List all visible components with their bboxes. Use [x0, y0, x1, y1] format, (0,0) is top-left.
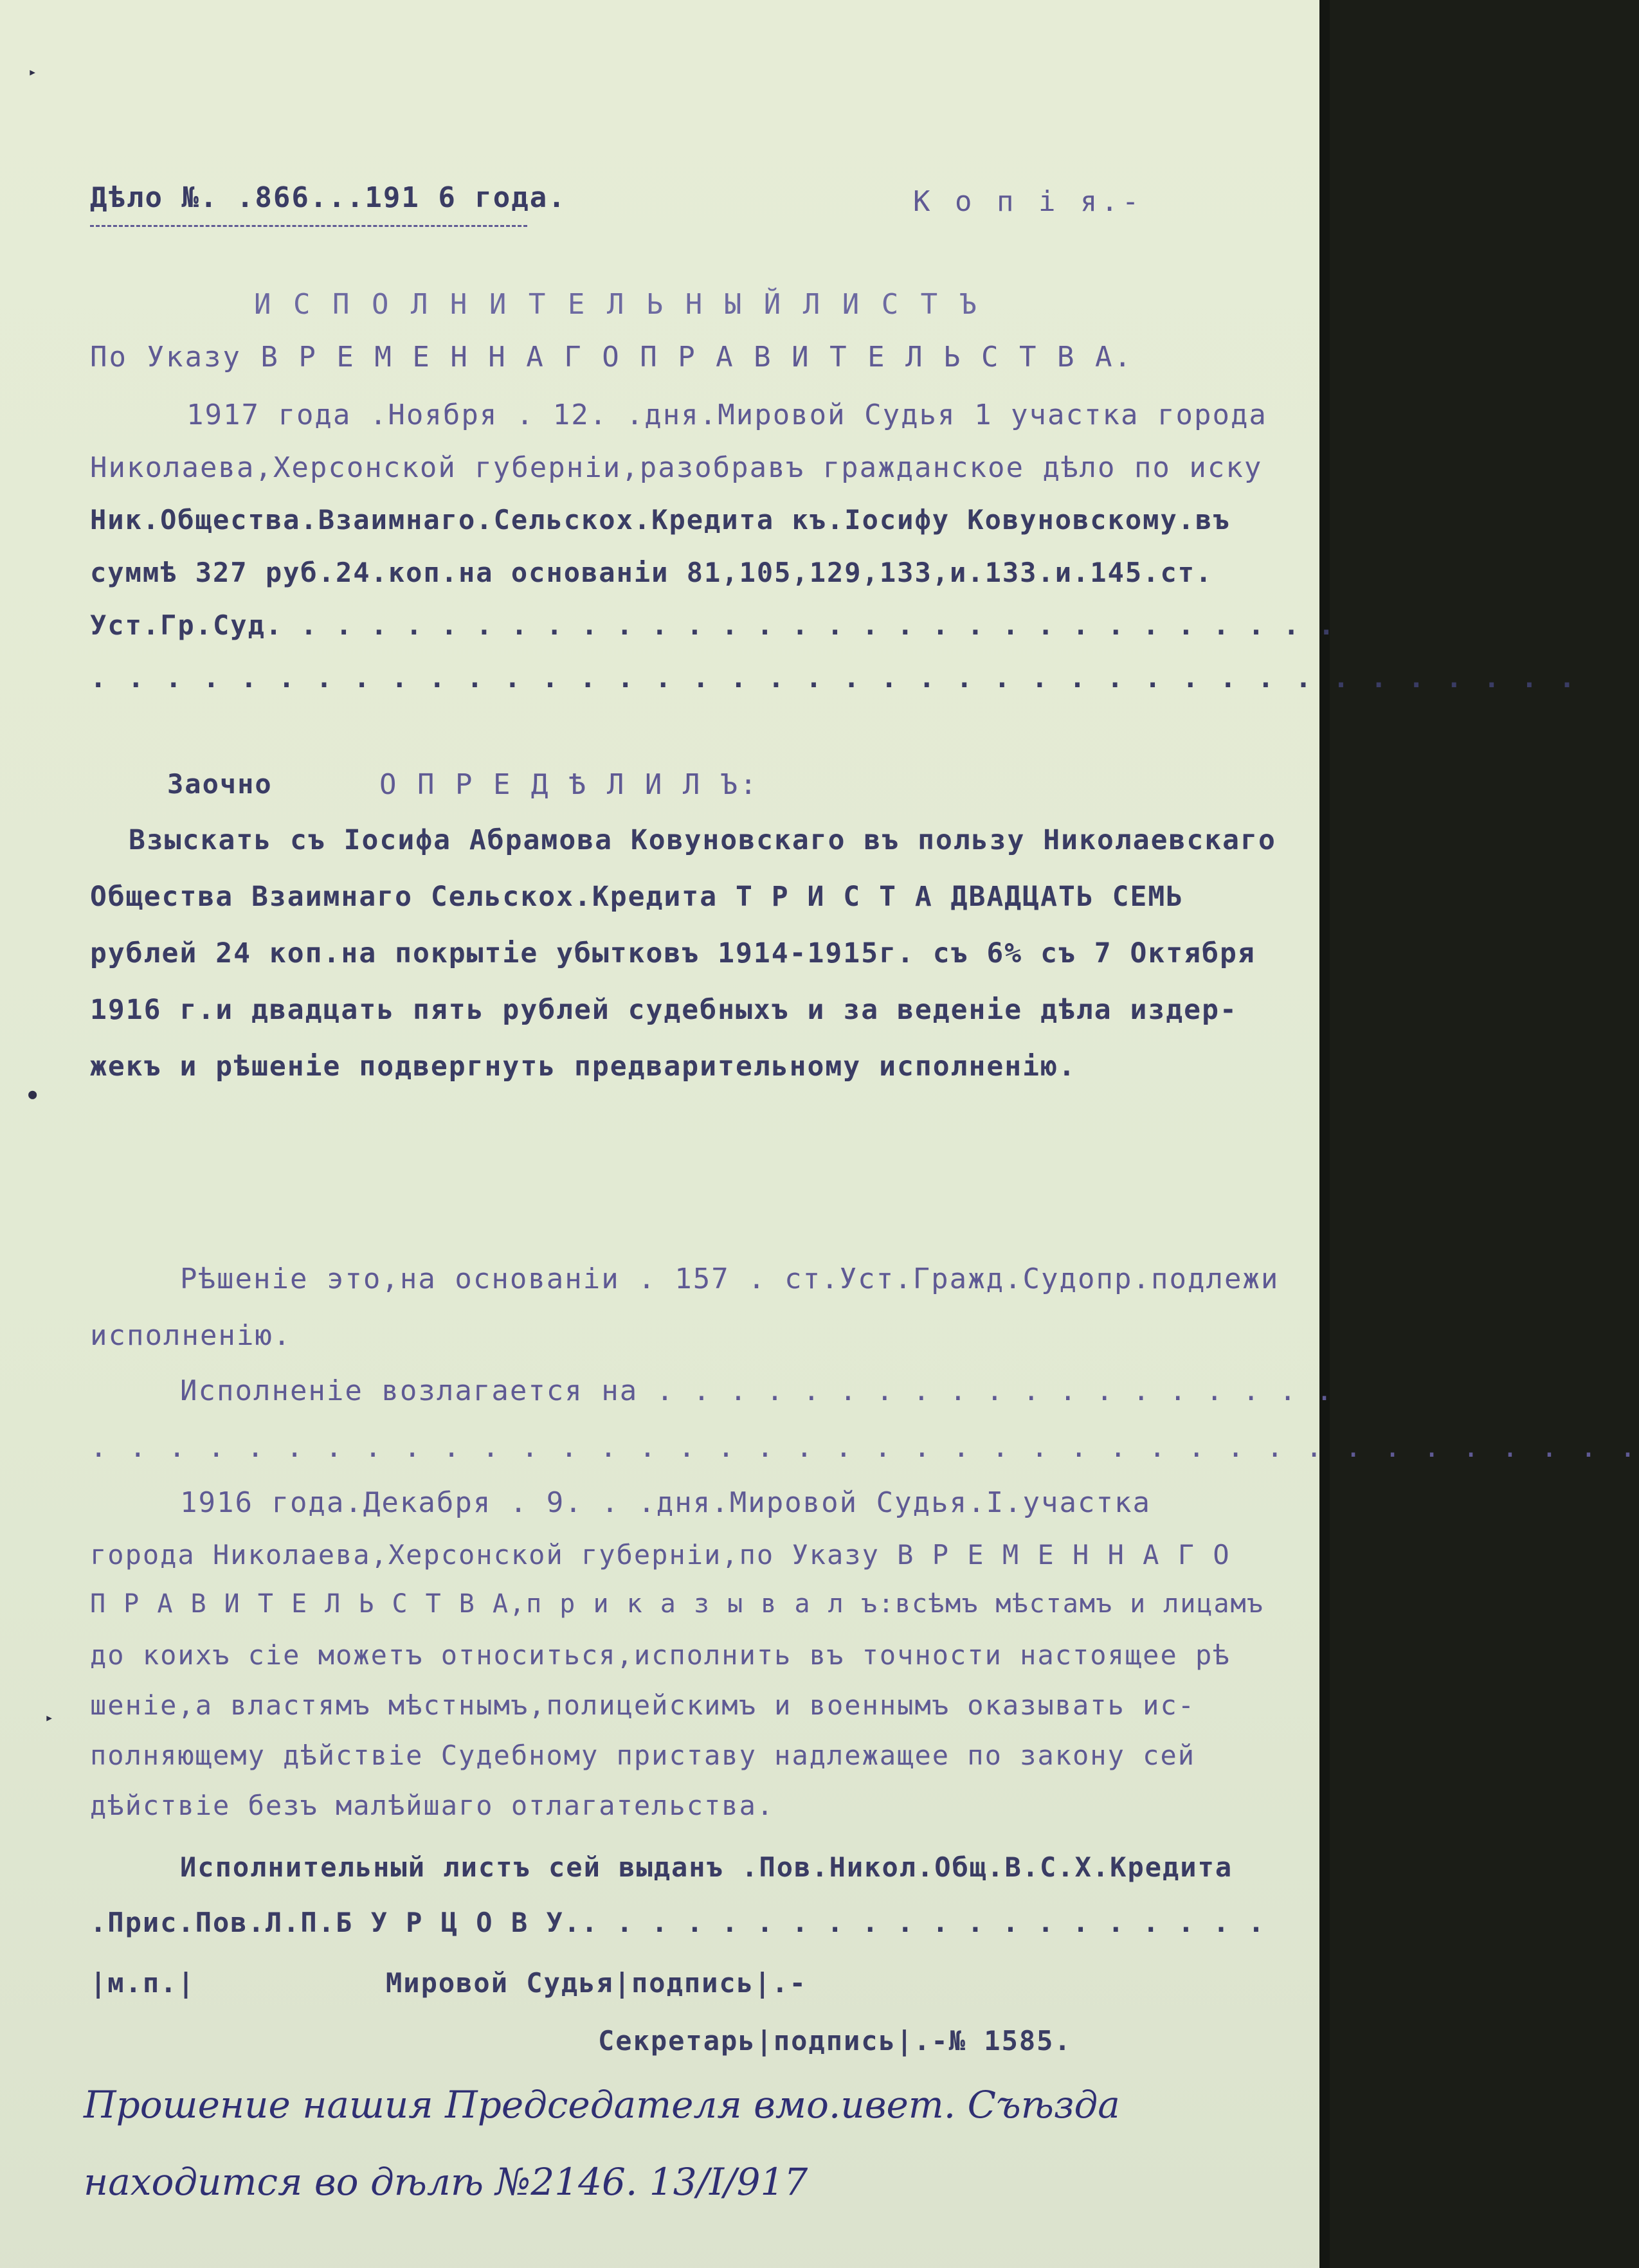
margin-mark: ▸ — [28, 64, 37, 80]
preamble-line: Николаева,Херсонской губерніи,разобравъ гражданское дѣло по иску — [90, 451, 1263, 484]
handwritten-note-line: Прошение нашия Председателя вмо.ивет. Съѣзда — [84, 2083, 1120, 2127]
execution-line: 1916 года.Декабря . 9. . .дня.Мировой Судья.I.участка — [180, 1486, 1151, 1519]
copy-label: К о п і я.- — [913, 185, 1143, 218]
preamble-line: Уст.Гр.Суд. . . . . . . . . . . . . . . . . . . . . . . . . . . . . . . — [90, 609, 1336, 641]
execution-line: дѣйствіе безъ малѣйшаго отлагательства. — [90, 1790, 775, 1821]
margin-mark: ▸ — [45, 1710, 54, 1726]
handwritten-note-line: находится во дѣлѣ №2146. 13/I/917 — [84, 2160, 808, 2204]
preamble-line: суммѣ 327 руб.24.коп.на основаніи 81,105,129,133,и.133.и.145.ст. — [90, 557, 1213, 588]
decision-line: Взыскать съ Іосифа Абрамова Ковуновскаго въ пользу Николаевскаго — [129, 824, 1276, 856]
secretary-signature-line: Секретарь|подпись|.-№ 1585. — [598, 2025, 1072, 2056]
execution-line: шеніе,а властямъ мѣстнымъ,полицейскимъ и военнымъ оказывать ис- — [90, 1689, 1196, 1721]
execution-line: Рѣшеніе это,на основаніи . 157 . ст.Уст.Гражд.Судопр.подлежи — [180, 1263, 1280, 1295]
case-number-line: Дѣло №. .866...191 6 года. — [90, 181, 566, 214]
decision-label: Заочно — [167, 768, 273, 800]
document-title: И С П О Л Н И Т Е Л Ь Н Ы Й Л И С Т Ъ — [254, 288, 980, 321]
decision-line: жекъ и рѣшеніе подвергнуть предварительному исполненію. — [90, 1050, 1076, 1083]
header-underline — [90, 225, 527, 227]
execution-line: исполненію. — [90, 1319, 292, 1352]
issued-to-line: Исполнительный листъ сей выданъ .Пов.Никол.Общ.В.С.Х.Кредита — [180, 1851, 1233, 1883]
preamble-dots: . . . . . . . . . . . . . . . . . . . . . . . . . . . . . . . . . . . . . . . . — [90, 662, 1578, 694]
execution-line: П Р А В И Т Е Л Ь С Т В А,п р и к а з ы в а л ъ:всѣмъ мѣстамъ и лицамъ — [90, 1589, 1264, 1619]
decision-heading: О П Р Е Д Ѣ Л И Л Ъ: — [379, 768, 759, 801]
preamble-line: 1917 года .Ноября . 12. .дня.Мировой Судья 1 участка города — [186, 399, 1267, 431]
execution-dots: . . . . . . . . . . . . . . . . . . . . . . . . . . . . . . . . . . . . . . . . — [90, 1431, 1639, 1464]
preamble-line: Ник.Общества.Взаимнаго.Сельскох.Кредита къ.Іосифу Ковуновскому.въ — [90, 504, 1231, 536]
execution-line: до коихъ сіе можетъ относиться,исполнить въ точности настоящее рѣ — [90, 1639, 1231, 1671]
decision-line: рублей 24 коп.на покрытіе убытковъ 1914-1915г. съ 6% съ 7 Октября — [90, 937, 1256, 969]
scan-edge — [1319, 0, 1330, 2268]
attorney-line: .Прис.Пов.Л.П.Б У Р Ц О В У.. . . . . . . . . . . . . . . . . . . . — [90, 1907, 1266, 1938]
execution-line: города Николаева,Херсонской губерніи,по Указу В Р Е М Е Н Н А Г О — [90, 1539, 1231, 1571]
margin-mark: ● — [28, 1086, 37, 1102]
document-subtitle: По Указу В Р Е М Е Н Н А Г О П Р А В И Т Е Л Ь С Т В А. — [90, 341, 1133, 374]
execution-line: полняющему дѣйствіе Судебному приставу надлежащее по закону сей — [90, 1740, 1196, 1771]
decision-line: 1916 г.и двадцать пять рублей судебныхъ и за веденіе дѣла издер- — [90, 994, 1238, 1026]
seal-mark: |м.п.| — [90, 1967, 195, 1999]
judge-signature-line: Мировой Судья|подпись|.- — [386, 1967, 807, 1999]
execution-line: Исполненіе возлагается на . . . . . . . . . . . . . . . . . . . — [180, 1374, 1334, 1407]
decision-line: Общества Взаимнаго Сельскох.Кредита Т Р И С Т А ДВАДЦАТЬ СЕМЬ — [90, 881, 1184, 913]
